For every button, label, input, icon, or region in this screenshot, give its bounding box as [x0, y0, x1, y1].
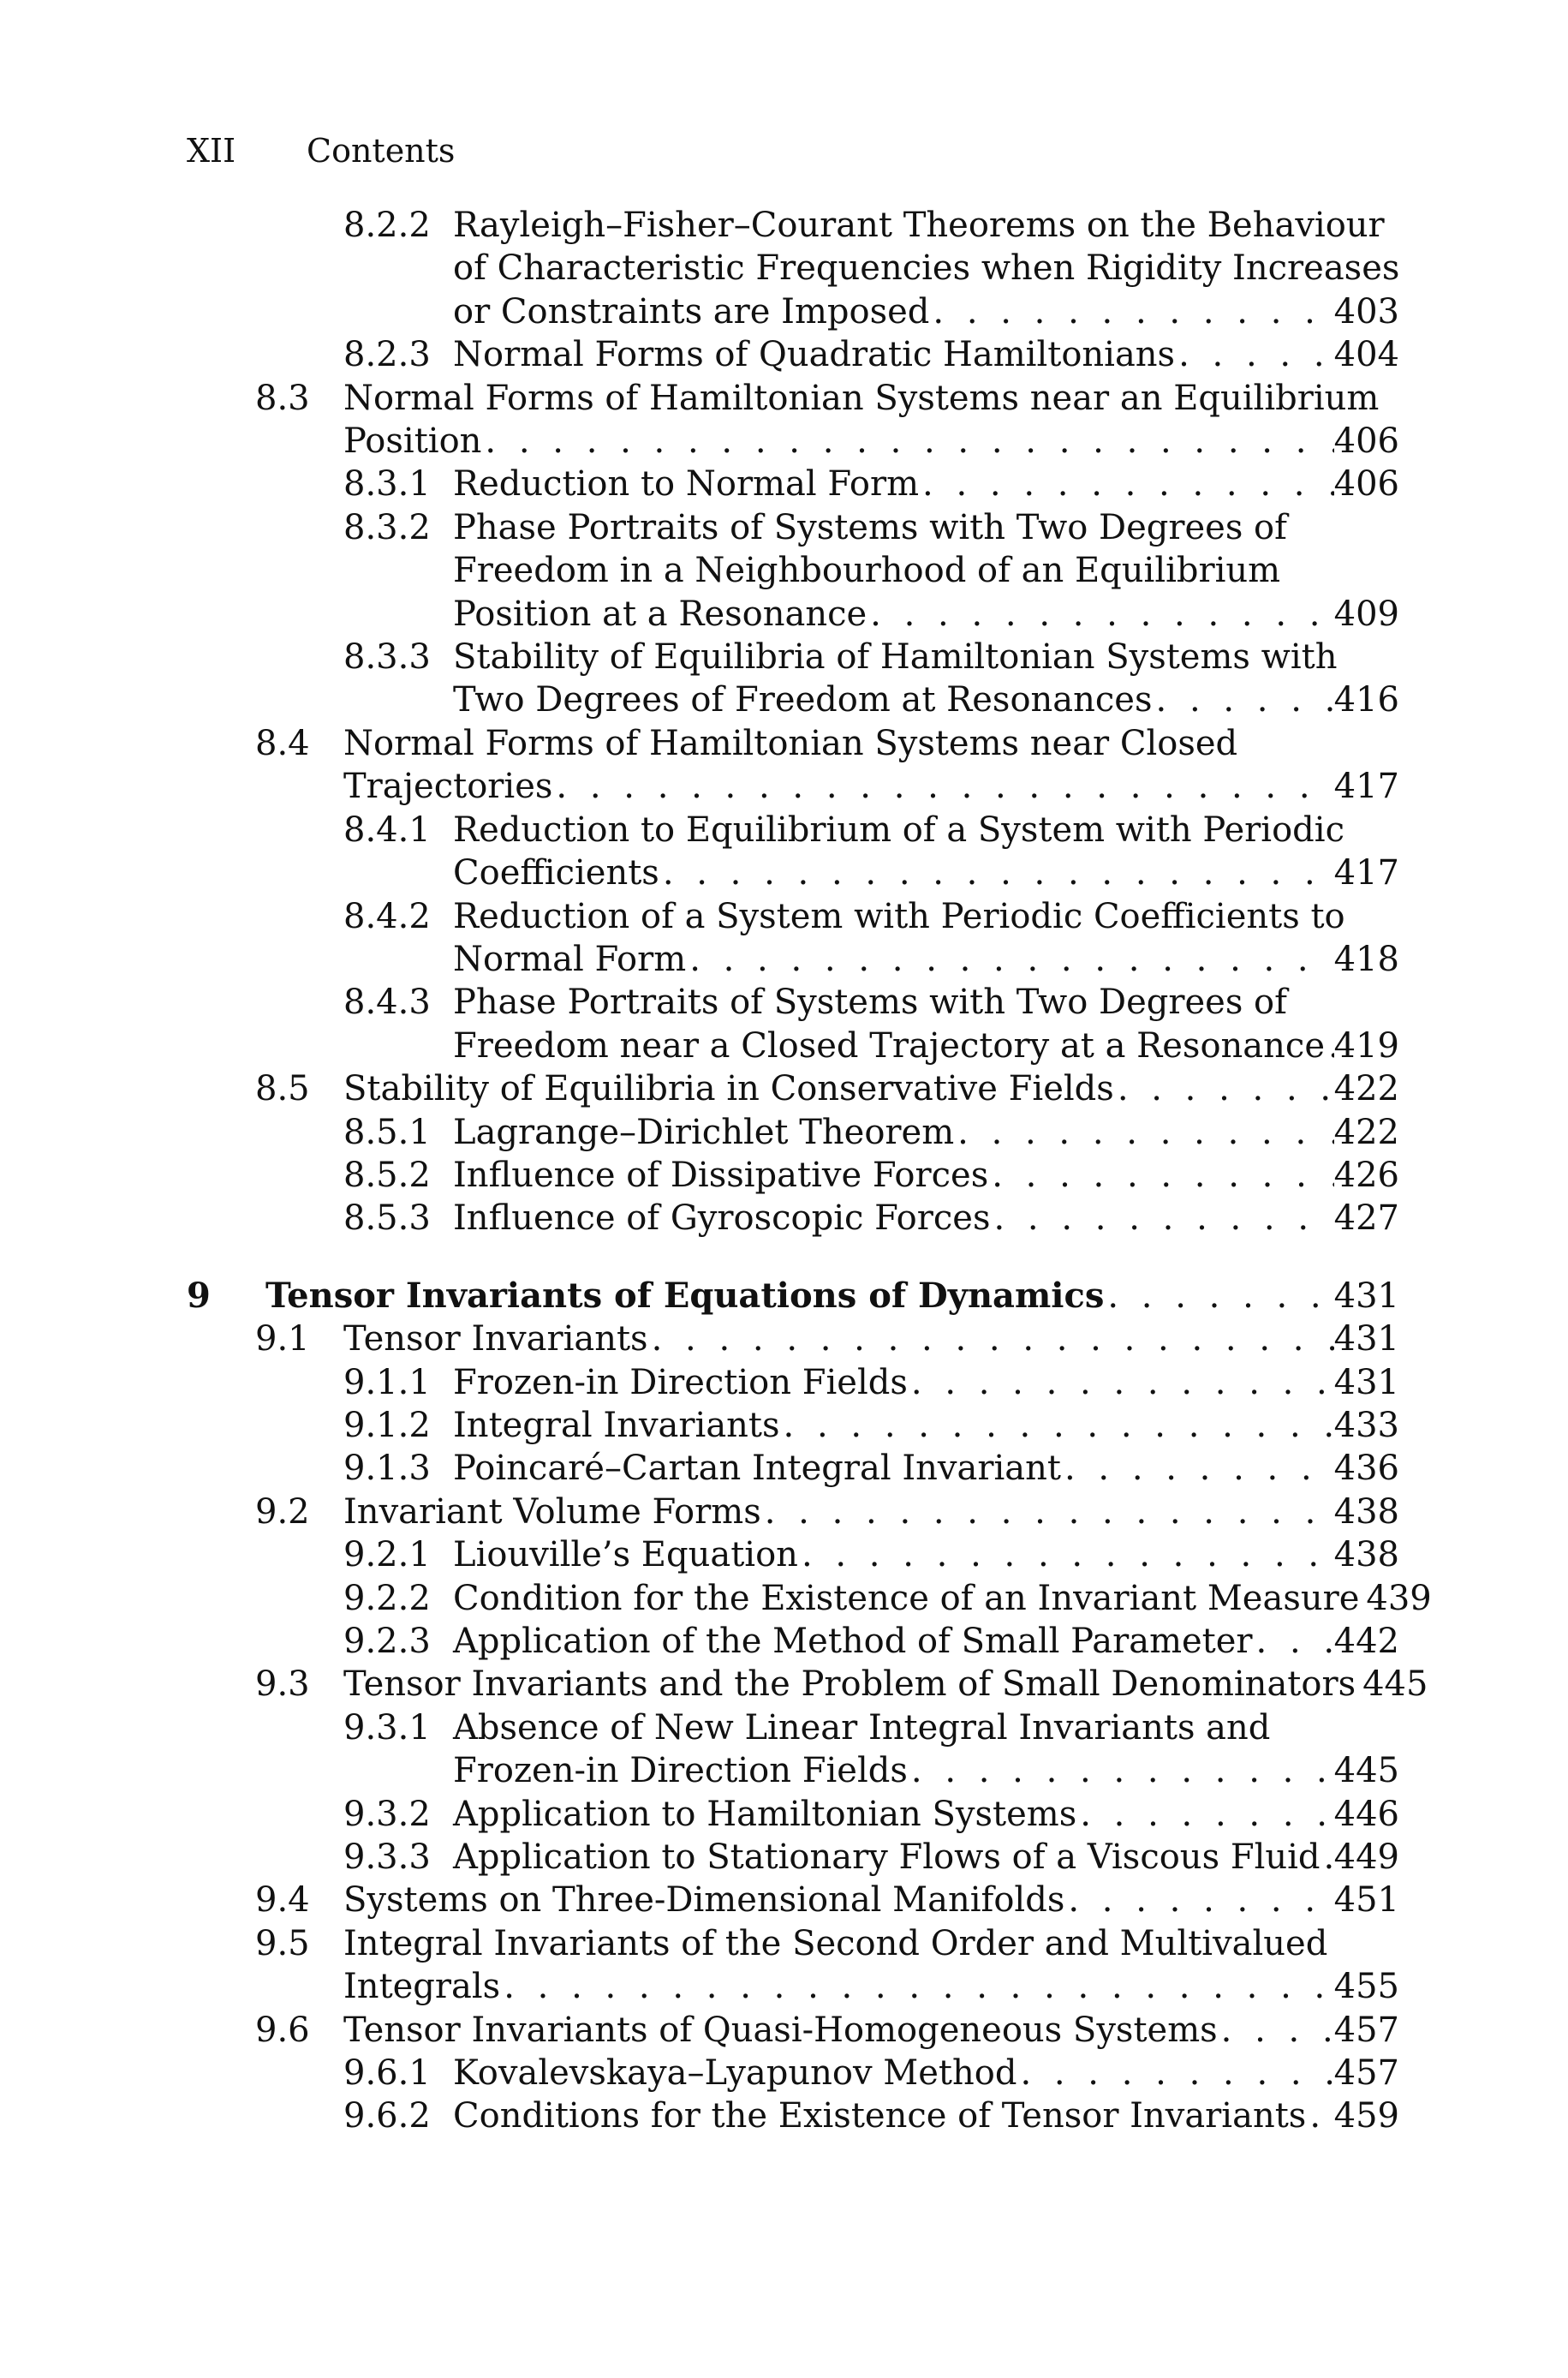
- entry-page: 436: [1333, 1449, 1399, 1489]
- entry-title: [453, 1533, 1399, 1576]
- entry-title: [343, 2009, 1399, 2052]
- entry-title: [343, 722, 1399, 809]
- entry-title-text: Poincaré–Cartan Integral Invariant: [453, 1449, 1061, 1489]
- running-title: Contents: [307, 132, 456, 170]
- entry-title: [453, 1111, 1399, 1154]
- entry-title-line: [453, 506, 1399, 549]
- entry-title: [453, 1404, 1399, 1447]
- entry-page: 433: [1333, 1405, 1399, 1445]
- leader-dots: [1356, 1663, 1362, 1706]
- entry-title-line: [453, 1025, 1399, 1067]
- entry-title-text: Frozen-in Direction Fields: [453, 1751, 908, 1791]
- entry-title-text: Reduction to Equilibrium of a System with Periodic: [453, 810, 1344, 850]
- entry-page: 445: [1362, 1664, 1428, 1705]
- entry-page: 438: [1333, 1535, 1399, 1575]
- entry-title-text: Normal Forms of Quadratic Hamiltonians: [453, 335, 1176, 375]
- entry-number: 9: [187, 1275, 211, 1316]
- entry-title: [453, 1620, 1399, 1663]
- entry-number: 9.1.2: [343, 1405, 431, 1445]
- leader-dots: [990, 1197, 1333, 1240]
- toc-subsection[interactable]: [187, 1706, 1399, 1793]
- toc-subsection[interactable]: [187, 1577, 1432, 1620]
- entry-title-text: Tensor Invariants and the Problem of Small Denominators: [343, 1664, 1356, 1705]
- leader-dots: [552, 765, 1333, 808]
- entry-page: 422: [1333, 1112, 1399, 1152]
- leader-dots: [929, 290, 1333, 333]
- entry-title-text: Systems on Three-Dimensional Manifolds: [343, 1880, 1065, 1921]
- entry-page: 418: [1333, 939, 1399, 979]
- leader-dots: [867, 593, 1333, 636]
- leader-dots: [1076, 1793, 1333, 1836]
- leader-dots: [954, 1111, 1334, 1154]
- entry-page: 439: [1366, 1578, 1432, 1618]
- entry-title-line: [453, 247, 1399, 290]
- entry-title-text: Normal Form: [453, 939, 687, 979]
- entry-title-line: [453, 1404, 1399, 1447]
- leader-dots: [780, 1404, 1334, 1447]
- entry-title-text: Application of the Method of Small Parameter: [453, 1622, 1253, 1661]
- entry-page: 417: [1333, 853, 1399, 893]
- entry-title-text: Freedom in a Neighbourhood of an Equilibrium: [453, 551, 1281, 591]
- entry-title-line: [343, 1879, 1399, 1921]
- entry-number: 8.2.2: [343, 206, 431, 245]
- entry-page: 406: [1333, 421, 1399, 462]
- entry-title: [453, 1361, 1399, 1404]
- entry-title-line: [453, 333, 1399, 376]
- leader-dots: [1061, 1447, 1334, 1490]
- entry-title-line: [453, 678, 1399, 721]
- entry-number: 8.5: [255, 1069, 310, 1109]
- entry-page: 431: [1333, 1319, 1399, 1359]
- leader-dots: [1153, 678, 1334, 721]
- entry-title: [453, 333, 1399, 376]
- entry-page: 427: [1333, 1198, 1399, 1239]
- toc-subsection[interactable]: [187, 895, 1399, 982]
- leader-dots: [1017, 2052, 1333, 2094]
- entry-page: 445: [1333, 1751, 1399, 1791]
- entry-number: 9.1.3: [343, 1449, 431, 1489]
- entry-title: [343, 1491, 1399, 1533]
- entry-title: [453, 506, 1399, 636]
- entry-title-text: Position: [343, 421, 482, 462]
- leader-dots: [1218, 2009, 1334, 2052]
- toc-section[interactable]: [187, 1067, 1399, 1110]
- entry-title-line: [453, 1361, 1399, 1404]
- entry-page: 404: [1333, 335, 1399, 375]
- entry-page: 438: [1333, 1491, 1399, 1532]
- entry-number: 8.5.1: [343, 1112, 431, 1152]
- toc-subsection[interactable]: [187, 463, 1399, 505]
- page-number: XII: [187, 132, 236, 170]
- entry-title-text: Condition for the Existence of an Invariant Measure: [453, 1578, 1360, 1618]
- entry-page: 459: [1333, 2096, 1399, 2136]
- entry-number: 8.2.3: [343, 335, 431, 375]
- leader-dots: [500, 1965, 1333, 2008]
- toc-subsection[interactable]: [187, 1533, 1399, 1576]
- entry-title-text: Influence of Gyroscopic Forces: [453, 1198, 991, 1239]
- toc-section[interactable]: [187, 1879, 1399, 1921]
- entry-title: [343, 1067, 1399, 1110]
- entry-title: [453, 1447, 1399, 1490]
- entry-title: [453, 2052, 1399, 2094]
- entry-title-line: [453, 1533, 1399, 1576]
- toc-section[interactable]: [187, 377, 1399, 463]
- toc-subsection[interactable]: [187, 1197, 1399, 1240]
- entry-title-line: [453, 1577, 1432, 1620]
- entry-title-line: [453, 1154, 1399, 1197]
- entry-title-line: [453, 895, 1399, 938]
- entry-number: 8.3.1: [343, 464, 431, 505]
- entry-title-text: Trajectories: [343, 767, 553, 807]
- entry-title-line: [453, 1111, 1399, 1154]
- entry-page: 403: [1333, 291, 1399, 332]
- entry-title-text: Freedom near a Closed Trajectory at a Resonance: [453, 1025, 1325, 1066]
- entry-title-line: [453, 2094, 1399, 2137]
- entry-title-line: [453, 1706, 1399, 1749]
- entry-title-line: [343, 1317, 1399, 1360]
- entry-page: 449: [1333, 1837, 1399, 1878]
- entry-title: [343, 1317, 1399, 1360]
- leader-dots: [1175, 333, 1334, 376]
- entry-page: 426: [1333, 1155, 1399, 1195]
- entry-title-text: Application to Stationary Flows of a Viscous Fluid: [453, 1837, 1321, 1878]
- entry-number: 9.3.2: [343, 1794, 431, 1834]
- entry-title-text: Absence of New Linear Integral Invariants and: [453, 1707, 1271, 1748]
- entry-title-line: [343, 1067, 1399, 1110]
- leader-dots: [686, 938, 1333, 981]
- entry-number: 8.3.3: [343, 637, 431, 678]
- entry-title-text: Conditions for the Existence of Tensor Invariants: [453, 2096, 1307, 2136]
- entry-title-line: [453, 463, 1399, 505]
- entry-number: 9.5: [255, 1923, 310, 1963]
- entry-title: [265, 1275, 1399, 1317]
- entry-title-text: Frozen-in Direction Fields: [453, 1362, 908, 1402]
- toc-subsection[interactable]: [187, 1361, 1399, 1404]
- entry-number: 8.4.3: [343, 983, 431, 1023]
- entry-title-line: [453, 290, 1399, 333]
- entry-title-text: Tensor Invariants: [343, 1319, 648, 1359]
- entry-number: 8.4: [255, 723, 310, 763]
- toc-section[interactable]: [187, 1663, 1428, 1706]
- entry-title-text: Liouville’s Equation: [453, 1535, 798, 1575]
- toc-section[interactable]: [187, 1922, 1399, 2009]
- entry-number: 8.4.1: [343, 810, 431, 850]
- entry-title: [343, 1922, 1399, 2009]
- entry-title: [453, 1793, 1399, 1836]
- entry-page: 457: [1333, 2010, 1399, 2050]
- entry-title-line: [453, 1749, 1399, 1792]
- entry-title-line: [343, 1491, 1399, 1533]
- entry-title-line: [453, 549, 1399, 592]
- entry-page: 422: [1333, 1069, 1399, 1109]
- entry-title-line: [453, 636, 1399, 678]
- leader-dots: [988, 1154, 1333, 1197]
- entry-number: 9.4: [255, 1880, 310, 1921]
- entry-title-text: Kovalevskaya–Lyapunov Method: [453, 2053, 1017, 2094]
- toc-subsection[interactable]: [187, 204, 1399, 333]
- entry-page: 442: [1333, 1622, 1399, 1661]
- entry-page: 409: [1333, 594, 1399, 634]
- leader-dots: [481, 420, 1333, 463]
- entry-title-line: [453, 1793, 1399, 1836]
- toc-subsection[interactable]: [187, 2094, 1399, 2137]
- leader-dots: [659, 851, 1334, 894]
- leader-dots: [1114, 1067, 1334, 1110]
- leader-dots: [1306, 2094, 1333, 2137]
- page-header: [187, 128, 455, 173]
- entry-page: 455: [1333, 1967, 1399, 2007]
- entry-page: 419: [1333, 1025, 1399, 1066]
- entry-title-line: [453, 809, 1399, 851]
- entry-title-line: [343, 765, 1399, 808]
- toc-subsection[interactable]: [187, 1793, 1399, 1836]
- entry-title-line: [453, 851, 1399, 894]
- entry-title-line: [453, 593, 1399, 636]
- entry-page: 416: [1333, 680, 1399, 720]
- entry-number: 9.2.1: [343, 1535, 431, 1575]
- entry-title-line: [453, 204, 1399, 247]
- toc-subsection[interactable]: [187, 1154, 1399, 1197]
- toc-section[interactable]: [187, 1491, 1399, 1533]
- entry-title: [453, 895, 1399, 982]
- entry-title-text: Normal Forms of Hamiltonian Systems near an Equilibrium: [343, 378, 1380, 418]
- entry-title: [453, 981, 1399, 1067]
- entry-title-text: Integrals: [343, 1967, 501, 2007]
- entry-title-text: Integral Invariants of the Second Order and Multivalued: [343, 1923, 1328, 1963]
- entry-title: [453, 204, 1399, 333]
- entry-title-line: [343, 722, 1399, 765]
- toc-subsection[interactable]: [187, 981, 1399, 1067]
- entry-title: [453, 636, 1399, 722]
- entry-title: [453, 2094, 1399, 2137]
- toc-section[interactable]: [187, 722, 1399, 809]
- toc-subsection[interactable]: [187, 1836, 1399, 1879]
- entry-title: [453, 809, 1399, 895]
- leader-dots: [761, 1491, 1334, 1533]
- entry-number: 9.2: [255, 1491, 310, 1532]
- entry-title-text: Invariant Volume Forms: [343, 1491, 761, 1532]
- entry-number: 8.3.2: [343, 507, 431, 547]
- entry-title-text: Tensor Invariants of Quasi-Homogeneous Systems: [343, 2010, 1218, 2050]
- leader-dots: [1321, 1836, 1334, 1879]
- entry-number: 9.1.1: [343, 1362, 431, 1402]
- entry-title-text: of Characteristic Frequencies when Rigidity Increases: [453, 248, 1400, 289]
- entry-title: [343, 1879, 1399, 1921]
- entry-title: [453, 1706, 1399, 1793]
- entry-number: 9.2.2: [343, 1578, 431, 1618]
- entry-page: 451: [1333, 1880, 1399, 1921]
- entry-title-text: Influence of Dissipative Forces: [453, 1155, 989, 1195]
- entry-title: [453, 1577, 1432, 1620]
- entry-title-text: Rayleigh–Fisher–Courant Theorems on the Behaviour: [453, 206, 1385, 245]
- leader-dots: [798, 1533, 1334, 1576]
- entry-page: 417: [1333, 767, 1399, 807]
- entry-number: 9.1: [255, 1319, 310, 1359]
- entry-title-text: Stability of Equilibria of Hamiltonian Systems with: [453, 637, 1338, 678]
- leader-dots: [908, 1361, 1334, 1404]
- entry-title: [453, 1197, 1399, 1240]
- entry-page: 406: [1333, 464, 1399, 505]
- toc-subsection[interactable]: [187, 506, 1399, 636]
- entry-title-text: or Constraints are Imposed: [453, 291, 930, 332]
- entry-title-line: [453, 1447, 1399, 1490]
- entry-title-text: Coefficients: [453, 853, 659, 893]
- entry-title-text: Integral Invariants: [453, 1405, 780, 1445]
- entry-title: [453, 1154, 1399, 1197]
- entry-title-text: Application to Hamiltonian Systems: [453, 1794, 1077, 1834]
- entry-title-line: [453, 2052, 1399, 2094]
- entry-number: 8.5.3: [343, 1198, 431, 1239]
- entry-title: [453, 463, 1399, 505]
- toc-section[interactable]: [187, 2009, 1399, 2052]
- entry-title-line: [265, 1275, 1399, 1317]
- entry-title-line: [453, 1197, 1399, 1240]
- entry-number: 9.6: [255, 2010, 310, 2050]
- entry-number: 9.3: [255, 1664, 310, 1705]
- leader-dots: [1104, 1275, 1333, 1317]
- entry-title-text: Tensor Invariants of Equations of Dynamics: [265, 1275, 1105, 1316]
- entry-title-text: Phase Portraits of Systems with Two Degrees of: [453, 507, 1287, 547]
- leader-dots: [908, 1749, 1334, 1792]
- entry-number: 9.6.2: [343, 2096, 431, 2136]
- entry-title-line: [343, 1922, 1399, 1965]
- entry-title-line: [343, 2009, 1399, 2052]
- entry-page: 446: [1333, 1794, 1399, 1834]
- leader-dots: [1325, 1025, 1334, 1067]
- toc-subsection[interactable]: [187, 2052, 1399, 2094]
- entry-title-text: Reduction of a System with Periodic Coefficients to: [453, 896, 1345, 936]
- entry-number: 8.5.2: [343, 1155, 431, 1195]
- toc-subsection[interactable]: [187, 333, 1399, 376]
- toc-subsection[interactable]: [187, 809, 1399, 895]
- entry-title-line: [453, 938, 1399, 981]
- entry-title-line: [343, 377, 1399, 420]
- leader-dots: [648, 1317, 1334, 1360]
- toc-subsection[interactable]: [187, 1404, 1399, 1447]
- entry-number: 8.4.2: [343, 896, 431, 936]
- entry-number: 9.6.1: [343, 2053, 431, 2094]
- entry-title-text: Phase Portraits of Systems with Two Degrees of: [453, 983, 1287, 1023]
- leader-dots: [1253, 1620, 1334, 1663]
- table-of-contents: [187, 204, 1432, 2138]
- toc-subsection[interactable]: [187, 636, 1399, 722]
- entry-page: 457: [1333, 2053, 1399, 2094]
- entry-number: 9.3.1: [343, 1707, 431, 1748]
- entry-number: 9.3.3: [343, 1837, 431, 1878]
- entry-number: 8.3: [255, 378, 310, 418]
- entry-title-text: Two Degrees of Freedom at Resonances: [453, 680, 1153, 720]
- entry-title: [343, 1663, 1428, 1706]
- toc-subsection[interactable]: [187, 1447, 1399, 1490]
- entry-title: [343, 377, 1399, 463]
- toc-section[interactable]: [187, 1317, 1399, 1360]
- entry-title-line: [453, 981, 1399, 1024]
- toc-subsection[interactable]: [187, 1111, 1399, 1154]
- entry-title-line: [343, 1663, 1428, 1706]
- toc-subsection[interactable]: [187, 1620, 1399, 1663]
- entry-title-line: [343, 1965, 1399, 2008]
- entry-title-line: [453, 1836, 1399, 1879]
- entry-title-line: [343, 420, 1399, 463]
- leader-dots: [1359, 1577, 1366, 1620]
- entry-page: 431: [1333, 1276, 1399, 1316]
- entry-title-text: Stability of Equilibria in Conservative Fields: [343, 1069, 1114, 1109]
- leader-dots: [1064, 1879, 1333, 1921]
- entry-title-line: [453, 1620, 1399, 1663]
- toc-chapter[interactable]: [187, 1275, 1399, 1317]
- entry-title-text: Reduction to Normal Form: [453, 464, 920, 505]
- entry-title-text: Normal Forms of Hamiltonian Systems near Closed: [343, 723, 1238, 763]
- leader-dots: [919, 463, 1334, 505]
- entry-page: 431: [1333, 1362, 1399, 1402]
- entry-title-text: Position at a Resonance: [453, 594, 867, 634]
- entry-title: [453, 1836, 1399, 1879]
- entry-number: 9.2.3: [343, 1622, 431, 1661]
- entry-title-text: Lagrange–Dirichlet Theorem: [453, 1112, 955, 1152]
